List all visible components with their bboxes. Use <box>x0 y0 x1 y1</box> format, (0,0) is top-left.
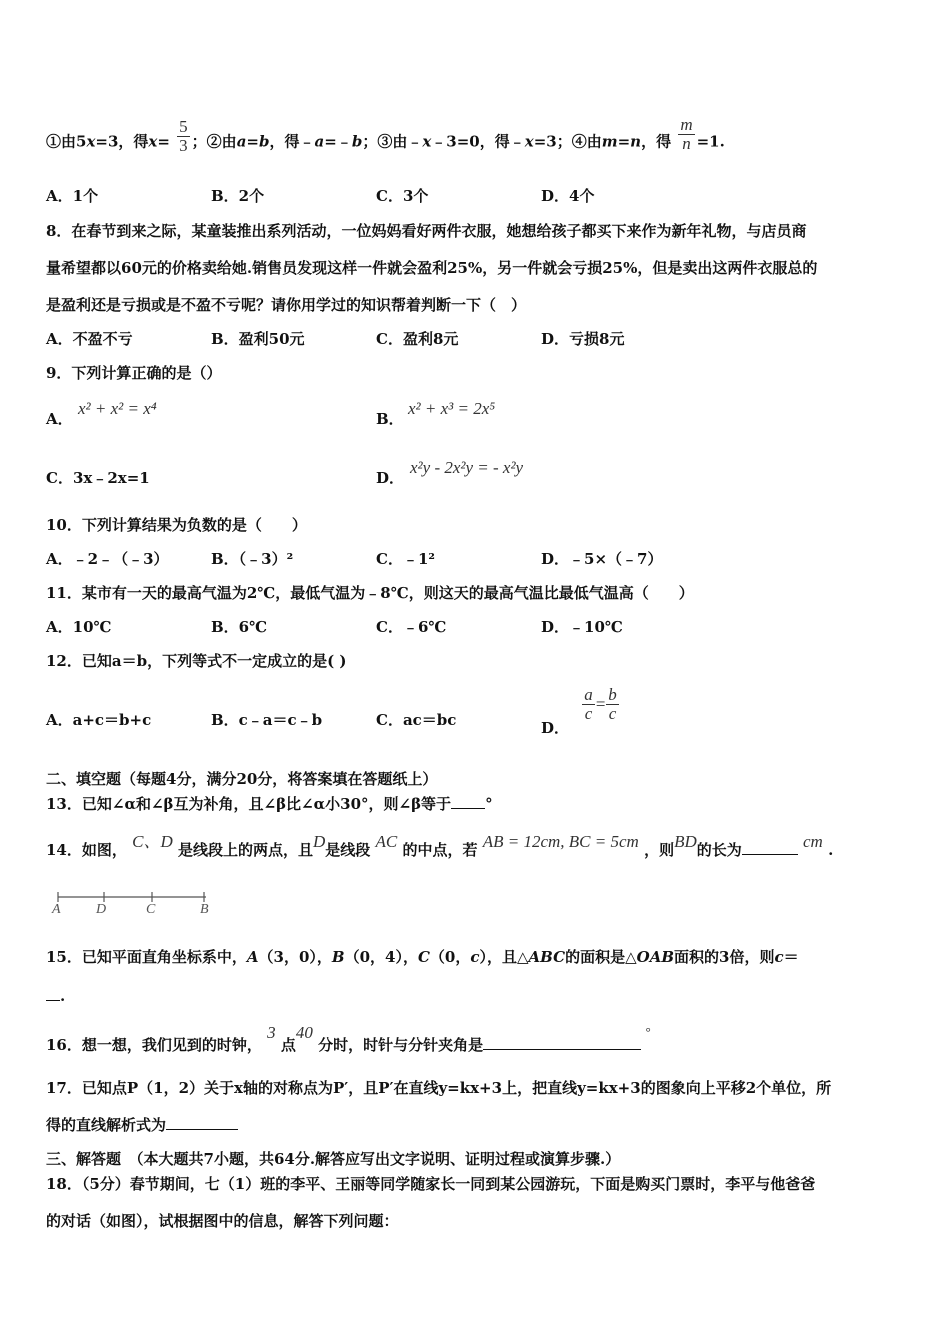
q8-option-d[interactable]: D．亏损8元 <box>541 330 625 348</box>
q9-option-a[interactable] <box>46 409 73 429</box>
q8-option-c[interactable]: C．盈利8元 <box>376 330 459 348</box>
q11-option-a[interactable]: A．10℃ <box>46 618 112 636</box>
q16-question: 16．想一想，我们见到的时钟， 3 点40 分时，时针与分针夹角是° <box>46 1023 651 1054</box>
q8-line-2: 量希望都以60元的价格卖给她.销售员发现这样一件就会盈利25%，另一件就会亏损25%，但是卖出这两件衣服总的 <box>46 259 818 277</box>
q9-option-d[interactable] <box>376 468 404 488</box>
q9-option-b[interactable] <box>376 409 404 429</box>
q17-line-1: 17．已知点P（1，2）关于x轴的对称点为P′，且P′在直线y=kx+3上，把直线y=kx+3的图象向上平移2个单位，所 <box>46 1079 832 1097</box>
q10-option-a[interactable]: A．﹣2﹣（﹣3） <box>46 550 169 568</box>
q9-option-b-expression: x² + x³ = 2x⁵ <box>408 399 496 418</box>
option-label: A． <box>46 410 73 428</box>
answer-blank[interactable] <box>742 840 798 855</box>
answer-blank[interactable] <box>451 794 485 809</box>
q15-question-line-1: 15．已知平面直角坐标系中，A（3，0），B（0，4），C（0，c），且△ABC的面积是△OAB面积的3倍，则c＝ <box>46 948 799 966</box>
q12-option-c[interactable]: C．ac＝bc <box>376 711 457 729</box>
q7-statement: ①由5x=3，得x= $\frac{5}{3}$ ；②由a=b，得﹣a=﹣b；③由﹣x﹣3=0，得﹣x=3；④由m=n，得 $\frac{m}{n}$ =1. <box>46 115 725 155</box>
q11-option-b[interactable]: B．6℃ <box>211 618 268 636</box>
answer-blank[interactable] <box>46 986 60 1001</box>
q11-option-d[interactable]: D．﹣10℃ <box>541 618 623 636</box>
section-3-heading: 三、解答题 （本大题共7小题，共64分.解答应写出文字说明、证明过程或演算步骤.） <box>46 1150 621 1168</box>
q12-option-d[interactable]: D． $\frac{a}{c}$ = $\frac{b}{c}$ <box>541 685 617 737</box>
q7-option-b[interactable]: B．2个 <box>211 187 265 205</box>
point-label-c: C <box>146 902 156 917</box>
q18-line-1: 18．（5分）春节期间，七（1）班的李平、王丽等同学随家长一同到某公园游玩，下面是购买门票时，李平与他爸爸 <box>46 1175 816 1193</box>
fraction-m-over-n: $\frac{m}{n}$ <box>680 115 693 153</box>
q18-line-2: 的对话（如图），试根据图中的信息，解答下列问题： <box>46 1212 399 1230</box>
q10-option-d[interactable]: D．﹣5×（﹣7） <box>541 550 663 568</box>
q8-line-3: 是盈利还是亏损或是不盈不亏呢？请你用学过的知识帮着判断一下（ ） <box>46 296 527 314</box>
q7-option-d[interactable]: D．4个 <box>541 187 595 205</box>
option-label: D． <box>376 469 405 487</box>
q9-title: 9．下列计算正确的是（） <box>46 364 222 382</box>
q11-option-c[interactable]: C．﹣6℃ <box>376 618 447 636</box>
q10-title: 10．下列计算结果为负数的是（ ） <box>46 516 307 534</box>
q11-title: 11．某市有一天的最高气温为2℃，最低气温为﹣8℃，则这天的最高气温比最低气温高（ ） <box>46 584 694 602</box>
option-label: D． <box>541 718 570 737</box>
q12-title: 12．已知a＝b，下列等式不一定成立的是( ) <box>46 652 347 670</box>
fraction-a-over-c: $\frac{a}{c}$ <box>584 685 593 723</box>
q12-option-b[interactable]: B．c﹣a＝c﹣b <box>211 711 323 729</box>
q8-option-a[interactable]: A．不盈不亏 <box>46 330 133 348</box>
fraction-5-over-3: $\frac{5}{3}$ <box>179 117 188 155</box>
q8-option-b[interactable]: B．盈利50元 <box>211 330 305 348</box>
fraction-b-over-c: $\frac{b}{c}$ <box>608 685 617 723</box>
q14-line-segment-figure <box>48 890 218 920</box>
q14-question: 14．如图， C、D 是线段上的两点，且D是线段 AC 的中点，若 AB = 12cm, BC = 5cm ，则BD的长为 cm . <box>46 832 834 859</box>
q10-option-b[interactable]: B．（﹣3）² <box>211 550 294 568</box>
q17-line-2: 得的直线解析式为 <box>46 1115 238 1135</box>
point-label-b: B <box>200 902 209 917</box>
q9-option-d-expression: x²y - 2x²y = - x²y <box>410 458 524 477</box>
q12-option-a[interactable]: A．a+c＝b+c <box>46 711 152 729</box>
answer-blank[interactable] <box>483 1035 641 1050</box>
q9-option-c[interactable]: C．3x﹣2x=1 <box>46 469 150 487</box>
point-label-a: A <box>52 902 61 917</box>
q9-option-a-expression: x² + x² = x⁴ <box>78 399 157 418</box>
option-label: B． <box>376 410 404 428</box>
point-label-d: D <box>96 902 107 917</box>
q13-question: 13．已知∠α和∠β互为补角，且∠β比∠α小30°，则∠β等于 ° <box>46 795 493 813</box>
q10-option-c[interactable]: C．﹣1² <box>376 550 435 568</box>
q15-question-line-2: . <box>46 986 65 1006</box>
q7-option-a[interactable]: A．1个 <box>46 187 99 205</box>
q7-option-c[interactable]: C．3个 <box>376 187 429 205</box>
q8-line-1: 8．在春节到来之际，某童装推出系列活动，一位妈妈看好两件衣服，她想给孩子都买下来作为新年礼物，与店员商 <box>46 222 807 240</box>
section-2-heading: 二、填空题（每题4分，满分20分，将答案填在答题纸上） <box>46 770 438 788</box>
answer-blank[interactable] <box>166 1115 238 1130</box>
